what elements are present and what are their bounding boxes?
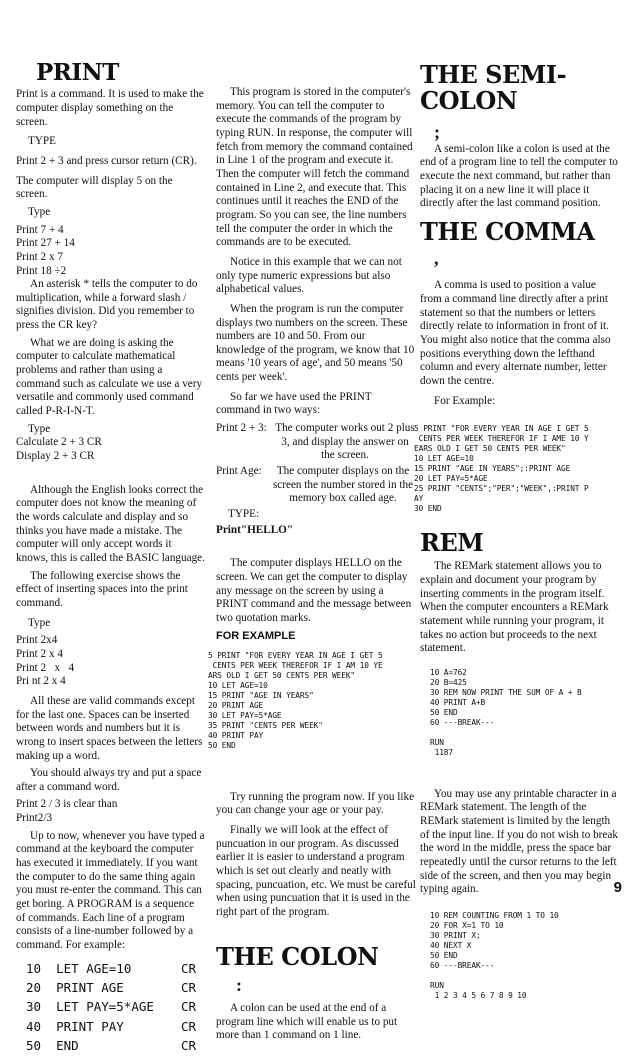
- hello-paragraph: The computer displays HELLO on the screen. We can get the computer to display any message on the screen by using a PRINT command and the message between two quotation marks.: [216, 557, 412, 624]
- run-paragraph: When the program is run the computer displays two numbers on the screen. These numbers are 10 and 50. From our knowledge of the program, we know that 10 means '10 years of age', and 50 means '50 cents per week'.: [216, 302, 415, 384]
- colon-heading: THE COLON: [216, 941, 379, 971]
- semicolon-heading: THE SEMI-COLON: [420, 60, 567, 116]
- program-line: 30 LET PAY=5*AGE CR: [26, 999, 196, 1015]
- rem-heading: REM: [420, 528, 484, 558]
- comma-heading: THE COMMA: [420, 217, 595, 247]
- asterisk-paragraph: An asterisk * tells the computer to do multiplication, while a forward slash / signifies division. Did you remember to press the CR key?: [16, 278, 198, 332]
- for-example-label: FOR EXAMPLE: [216, 629, 296, 642]
- puncuation-paragraph: Finally we will look at the effect of puncuation in our program. As discussed earlier it is easier to understand a program which is set out clearly and neatly with spacing, puncuation, etc. We must be careful when using puncuation that it is used in the right part of the program.: [216, 824, 416, 918]
- type-label: TYPE:: [228, 508, 260, 521]
- definition-print-sum: Print 2 + 3: The computer works out 2 plus 3, and display the answer on the screen.: [216, 422, 415, 462]
- two-ways-paragraph: So far we have used the PRINT command in two ways:: [216, 390, 372, 417]
- column-right: [414, 0, 620, 1001]
- program-code: 5 PRINT "FOR EVERY YEAR IN AGE I GET 5 CENTS PER WEEK THEREFOR IF I AM 10 YE ARS OLD I GET 50 CENTS PER WEEK" 10 LET AGE=10 15 PRINT "AGE IN YEARS" 20 PRINT AGE 30 LET PAY=5*AGE 35 PRINT "CENTS PER WEEK" 40 PRINT PAY 50 END: [208, 651, 383, 750]
- type-label: Type: [28, 205, 51, 218]
- page-number: 9: [613, 879, 622, 896]
- try-paragraph: Try running the program now. If you like you can change your age or your pay.: [216, 790, 415, 817]
- counting-code: 10 REM COUNTING FROM 1 TO 10 20 FOR X=1 TO 10 30 PRINT X; 40 NEXT X 50 END 60 ---BREAK--- RUN 1 2 3 4 5 6 7 8 9 10: [430, 911, 559, 1000]
- asking-paragraph: What we are doing is asking the computer to calculate mathematical problems and rather than using a command such as calculate we use a very versatile and commonly used command called P-R-I-N-T.: [16, 336, 203, 418]
- program-line: 10 LET AGE=10 CR: [26, 960, 196, 976]
- list-item: Print 2x4: [16, 634, 58, 647]
- comma-code: 5 PRINT "FOR EVERY YEAR IN AGE I GET 5 CENTS PER WEEK THEREFOR IF I AME 10 Y EARS OLD I GET 50 CENTS PER WEEK" 10 LET AGE=10 15 PRINT "AGE IN YEARS";:PRINT AGE 20 LET PAY=5*AGE 25 PRINT "CENTS";"PER";"WEEK",:PRINT P AY 30 END: [414, 424, 589, 514]
- spaces-paragraph: The following exercise shows the effect of inserting spaces into the print command.: [16, 569, 188, 609]
- list-item: Calculate 2 + 3 CR: [16, 436, 102, 449]
- example-text: Print 2 + 3 and press cursor return (CR).: [16, 154, 197, 167]
- comma-paragraph: A comma is used to position a value from a command line directly after a print statement so that the numbers or letters directly relate to information in front of it. You might also notice that the comma also positions everything down the lefthand column and every alternate number, letter down the centre.: [420, 279, 611, 388]
- definition-print-age: Print Age: The computer displays on the screen the number stored in the memory box called age.: [216, 465, 414, 505]
- print-list: [16, 224, 206, 279]
- list-item: Display 2 + 3 CR: [16, 450, 95, 463]
- space-after-paragraph: You should always try and put a space after a command word.: [16, 767, 202, 793]
- colon-paragraph: A colon can be used at the end of a program line which will enable us to put more than 1 command on 1 line.: [216, 1002, 398, 1042]
- calc-list: [16, 436, 206, 463]
- program-listing: [26, 959, 206, 1056]
- print-heading: PRINT: [36, 59, 119, 86]
- type-label: Type: [28, 422, 51, 435]
- program-line: 20 PRINT AGE CR: [26, 980, 196, 996]
- list-item: Print 18 ÷2: [16, 264, 67, 277]
- list-item: Print2/3: [16, 812, 53, 825]
- list-item: Print 27 + 14: [16, 237, 75, 250]
- type-label: Type: [28, 616, 51, 629]
- program-paragraph: Up to now, whenever you have typed a command at the keyboard the computer has executed it immediately. If you want the computer to do the same thing again you must re-enter the command. This can get boring. A PROGRAM is a sequence of commands. Each line of a program consists of a line-number followed by a command. For example:: [16, 829, 205, 952]
- valid-paragraph: All these are valid commands except for the last one. Spaces can be inserted between words and numbers but it is wrong to insert spaces between the letters making up a word.: [16, 694, 203, 762]
- printable-paragraph: You may use any printable character in a REMark statement. The length of the REMark statement is limited by the length of the input line. If you do not wish to break the word in the middle, press the space bar repeatedly until the cursor returns to the left side of the screen, and then you may begin typing again.: [420, 787, 618, 896]
- rem-code: 10 A=762 20 B=425 30 REM NOW PRINT THE SUM OF A + B 40 PRINT A+B 50 END 60 ---BREAK--- RUN 1187: [430, 668, 582, 757]
- print-intro: Print is a command. It is used to make the computer display something on the screen.: [16, 88, 204, 128]
- display-text: The computer will display 5 on the screen.: [16, 174, 173, 201]
- list-item: Print 2 x 7: [16, 250, 63, 263]
- comma-symbol: ,: [434, 248, 439, 269]
- list-item: Print 2 x 4: [16, 647, 63, 660]
- list-item: Print 2 x 4: [16, 661, 75, 674]
- memory-paragraph: This program is stored in the computer's memory. You can tell the computer to execute the commands of the program by typing RUN. In response, the computer will fetch from memory the command contained in Line 1 of the program and execute it. Then the computer will fetch the command contained in Line 2, and execute that. This continues until it reaches the END of the program. So you can see, the line numbers tell the computer the order in which the commands are to be executed.: [216, 86, 413, 249]
- semicolon-paragraph: A semi-colon like a colon is used at the end of a program line to tell the computer to execute the next command, but rather than placing it on a new line it will place it directly after the last command position.: [420, 142, 618, 210]
- clear-list: [16, 798, 206, 825]
- program-line: 50 END CR: [26, 1038, 196, 1054]
- type-label: TYPE: [28, 135, 56, 148]
- list-item: Print 2 / 3 is clear than: [16, 798, 118, 811]
- spaces-list: [16, 634, 206, 689]
- semicolon-symbol: ;: [434, 121, 440, 142]
- rem-paragraph: The REMark statement allows you to explain and document your program by inserting comments in the program itself. When the computer encounters a REMark statement while running your program, it takes no action but proceeds to the next statement.: [420, 560, 609, 655]
- column-left: [16, 0, 206, 1056]
- column-middle: [208, 0, 416, 1043]
- for-example-label: For Example:: [434, 394, 496, 407]
- list-item: Print 7 + 4: [16, 223, 64, 236]
- english-paragraph: Although the English looks correct the computer does not know the meaning of the words calculate and display and so thinks you have made a mistake. The computer will only accept words it knows, this is called the BASIC language.: [16, 483, 205, 564]
- notice-paragraph: Notice in this example that we can not only type numeric expressions but also alphabetical values.: [216, 255, 402, 296]
- program-line: 40 PRINT PAY CR: [26, 1018, 196, 1034]
- list-item: Pri nt 2 x 4: [16, 675, 66, 688]
- colon-symbol: :: [236, 975, 242, 996]
- hello-example: Print"HELLO": [216, 523, 294, 536]
